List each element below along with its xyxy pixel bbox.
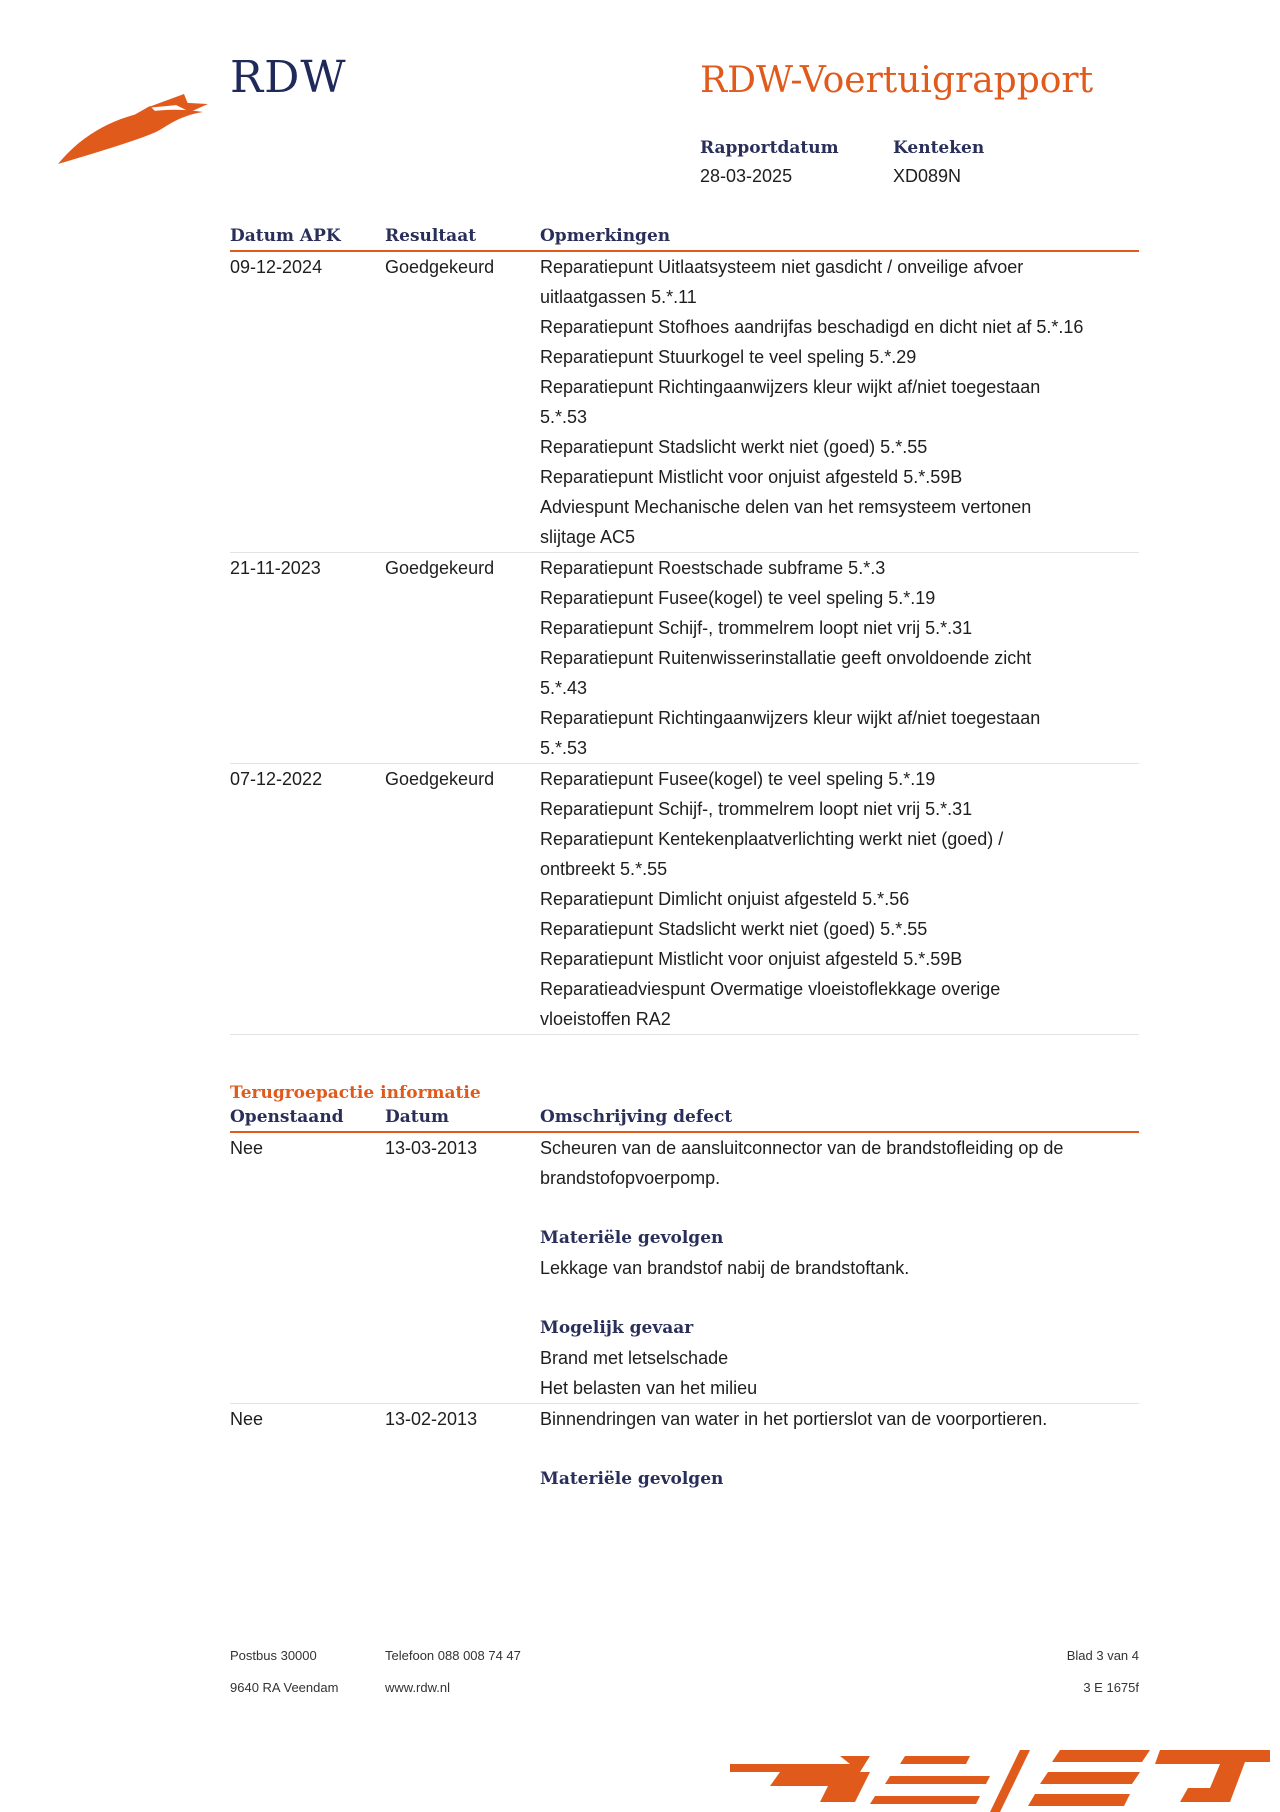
header-resultaat: Resultaat xyxy=(385,226,477,246)
recall-open: Nee xyxy=(230,1138,264,1158)
rdw-logo xyxy=(58,52,358,162)
remark-line: 5.*.53 xyxy=(540,407,588,427)
apk-result: Goedgekeurd xyxy=(385,558,495,578)
remark-line: Reparatiepunt Kentekenplaatverlichting werkt niet (goed) / xyxy=(540,829,1004,849)
report-date-value: 28-03-2025 xyxy=(700,166,793,186)
license-plate-value: XD089N xyxy=(893,166,962,186)
license-plate-label: Kenteken xyxy=(893,138,985,158)
document-title: RDW-Voertuigrapport xyxy=(700,60,1094,101)
footer-address xyxy=(230,1640,338,1704)
remark-line: Adviespunt Mechanische delen van het remsysteem vertonen xyxy=(540,497,1032,517)
apk-table-header xyxy=(230,224,1139,252)
report-date-label: Rapportdatum xyxy=(700,138,839,158)
report-date xyxy=(700,138,839,187)
consequence-line: Lekkage van brandstof nabij de brandstoftank. xyxy=(540,1258,910,1278)
consequences-heading: Materiële gevolgen xyxy=(540,1228,724,1248)
remark-line: Reparatiepunt Schijf-, trommelrem loopt niet vrij 5.*.31 xyxy=(540,618,973,638)
defect-line: Binnendringen van water in het portierslot van de voorportieren. xyxy=(540,1409,1048,1429)
apk-date: 09-12-2024 xyxy=(230,257,323,277)
remark-line: 5.*.43 xyxy=(540,678,588,698)
recall-open: Nee xyxy=(230,1409,264,1429)
recall-table-header xyxy=(230,1105,1139,1133)
recall-row xyxy=(230,1404,1139,1494)
recall-table xyxy=(230,1083,1139,1494)
apk-remarks xyxy=(540,252,1139,552)
remark-line: ontbreekt 5.*.55 xyxy=(540,859,668,879)
remark-line: Reparatiepunt Dimlicht onjuist afgesteld 5.*.56 xyxy=(540,889,910,909)
apk-row xyxy=(230,252,1139,553)
remark-line: Reparatiepunt Stadslicht werkt niet (goed) 5.*.55 xyxy=(540,919,928,939)
header-datum-apk: Datum APK xyxy=(230,226,341,246)
recall-date: 13-03-2013 xyxy=(385,1138,478,1158)
footer-contact xyxy=(385,1640,521,1704)
remark-line: Reparatiepunt Stofhoes aandrijfas beschadigd en dicht niet af 5.*.16 xyxy=(540,317,1084,337)
remark-line: Reparatiepunt Mistlicht voor onjuist afgesteld 5.*.59B xyxy=(540,949,963,969)
apk-row xyxy=(230,553,1139,764)
remark-line: Reparatiepunt Stuurkogel te veel speling 5.*.29 xyxy=(540,347,917,367)
apk-result: Goedgekeurd xyxy=(385,769,495,789)
header-datum: Datum xyxy=(385,1107,449,1127)
consequences-heading: Materiële gevolgen xyxy=(540,1469,724,1489)
footer-postbus: Postbus 30000 xyxy=(230,1648,317,1663)
decorative-stripes-icon xyxy=(730,1742,1270,1812)
footer-website: www.rdw.nl xyxy=(385,1680,451,1695)
danger-heading: Mogelijk gevaar xyxy=(540,1318,694,1338)
danger-line: Brand met letselschade xyxy=(540,1348,729,1368)
remark-line: slijtage AC5 xyxy=(540,527,636,547)
header-openstaand: Openstaand xyxy=(230,1107,344,1127)
license-plate xyxy=(893,138,984,187)
recall-section-title: Terugroepactie informatie xyxy=(230,1083,481,1103)
remark-line: Reparatiepunt Stadslicht werkt niet (goed) 5.*.55 xyxy=(540,437,928,457)
recall-description xyxy=(540,1404,1139,1494)
apk-result: Goedgekeurd xyxy=(385,257,495,277)
apk-date: 07-12-2022 xyxy=(230,769,323,789)
remark-line: 5.*.53 xyxy=(540,738,588,758)
logo-text: RDW xyxy=(230,52,347,103)
remark-line: Reparatiepunt Roestschade subframe 5.*.3 xyxy=(540,558,886,578)
remark-line: Reparatiepunt Schijf-, trommelrem loopt niet vrij 5.*.31 xyxy=(540,799,973,819)
remark-line: Reparatiepunt Mistlicht voor onjuist afgesteld 5.*.59B xyxy=(540,467,963,487)
header-opmerkingen: Opmerkingen xyxy=(540,226,671,246)
remark-line: Reparatiepunt Richtingaanwijzers kleur wijkt af/niet toegestaan xyxy=(540,377,1041,397)
remark-line: Reparatiepunt Fusee(kogel) te veel speling 5.*.19 xyxy=(540,769,936,789)
recall-row xyxy=(230,1133,1139,1404)
footer-document-code: 3 E 1675f xyxy=(1083,1680,1139,1695)
footer-page-info xyxy=(1000,1640,1139,1704)
defect-line: Scheuren van de aansluitconnector van de brandstofleiding op de xyxy=(540,1138,1064,1158)
recall-description xyxy=(540,1133,1139,1403)
remark-line: Reparatiepunt Richtingaanwijzers kleur wijkt af/niet toegestaan xyxy=(540,708,1041,728)
defect-line: brandstofopvoerpomp. xyxy=(540,1168,721,1188)
rdw-flame-icon xyxy=(58,82,208,164)
apk-table xyxy=(230,224,1139,1035)
recall-date: 13-02-2013 xyxy=(385,1409,478,1429)
footer-city: 9640 RA Veendam xyxy=(230,1680,339,1695)
remark-line: Reparatiepunt Uitlaatsysteem niet gasdicht / onveilige afvoer xyxy=(540,257,1024,277)
footer-phone: Telefoon 088 008 74 47 xyxy=(385,1648,521,1663)
danger-line: Het belasten van het milieu xyxy=(540,1378,758,1398)
apk-remarks xyxy=(540,553,1139,763)
footer-page-number: Blad 3 van 4 xyxy=(1066,1648,1139,1663)
apk-date: 21-11-2023 xyxy=(230,558,321,578)
remark-line: vloeistoffen RA2 xyxy=(540,1009,671,1029)
apk-row xyxy=(230,764,1139,1035)
apk-remarks xyxy=(540,764,1139,1034)
remark-line: uitlaatgassen 5.*.11 xyxy=(540,287,697,307)
remark-line: Reparatiepunt Fusee(kogel) te veel speling 5.*.19 xyxy=(540,588,936,608)
remark-line: Reparatieadviespunt Overmatige vloeistoflekkage overige xyxy=(540,979,1001,999)
remark-line: Reparatiepunt Ruitenwisserinstallatie geeft onvoldoende zicht xyxy=(540,648,1032,668)
header-omschrijving-defect: Omschrijving defect xyxy=(540,1107,733,1127)
